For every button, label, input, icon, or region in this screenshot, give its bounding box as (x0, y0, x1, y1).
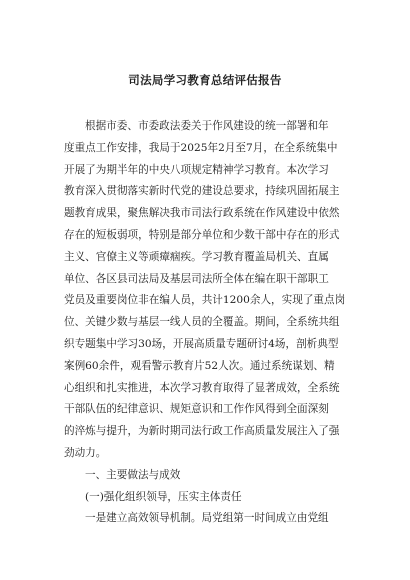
paragraph-line: 心组织和扎实推进，本次学习教育取得了显著成效，全系统 (64, 381, 340, 394)
document-body (64, 116, 354, 530)
paragraph-line: 主义、官僚主义等顽瘴痼疾。学习教育覆盖局机关、直属 (64, 250, 329, 263)
paragraph-line: 劲动力。 (64, 446, 107, 459)
paragraph-line: 的淬炼与提升，为新时期司法行政工作高质量发展注入了强 (64, 425, 340, 438)
paragraph-line: 开展了为期半年的中央八项规定精神学习教育。本次学习 (64, 163, 329, 176)
subsection-heading: (一)强化组织领导，压实主体责任 (85, 490, 242, 503)
paragraph-line: 单位、各区县司法局及基层司法所全体在编在职干部职工 (64, 272, 329, 285)
paragraph-line: 案例60余件，观看警示教育片52人次。通过系统谋划、精 (64, 359, 335, 372)
paragraph-line: 存在的短板弱项，特别是部分单位和少数干部中存在的形式 (64, 228, 340, 241)
document-title: 司法局学习教育总结评估报告 (128, 73, 282, 87)
paragraph-line: 一是建立高效领导机制。局党组第一时间成立由党组 (85, 512, 329, 525)
paragraph-line: 织专题集中学习30场，开展高质量专题研讨4场，剖析典型 (64, 337, 339, 350)
paragraph-line: 题教育成果，聚焦解决我市司法行政系统在作风建设中依然 (64, 207, 340, 220)
paragraph-line: 根据市委、市委政法委关于作风建设的统一部署和年 (85, 120, 329, 132)
section-heading: 一、主要做法与成效 (85, 468, 181, 481)
paragraph-line: 位、关键少数与基层一线人员的全覆盖。期间，全系统共组 (64, 316, 340, 329)
paragraph-line: 党员及重要岗位非在编人员，共计1200余人，实现了重点岗 (64, 294, 346, 307)
paragraph-line: 教育深入贯彻落实新时代党的建设总要求，持续巩固拓展主 (64, 185, 340, 198)
paragraph-line: 干部队伍的纪律意识、规矩意识和工作作风得到全面深刻 (64, 403, 329, 416)
paragraph-line: 度重点工作安排，我局于2025年2月至7月，在全系统集中 (64, 141, 338, 154)
